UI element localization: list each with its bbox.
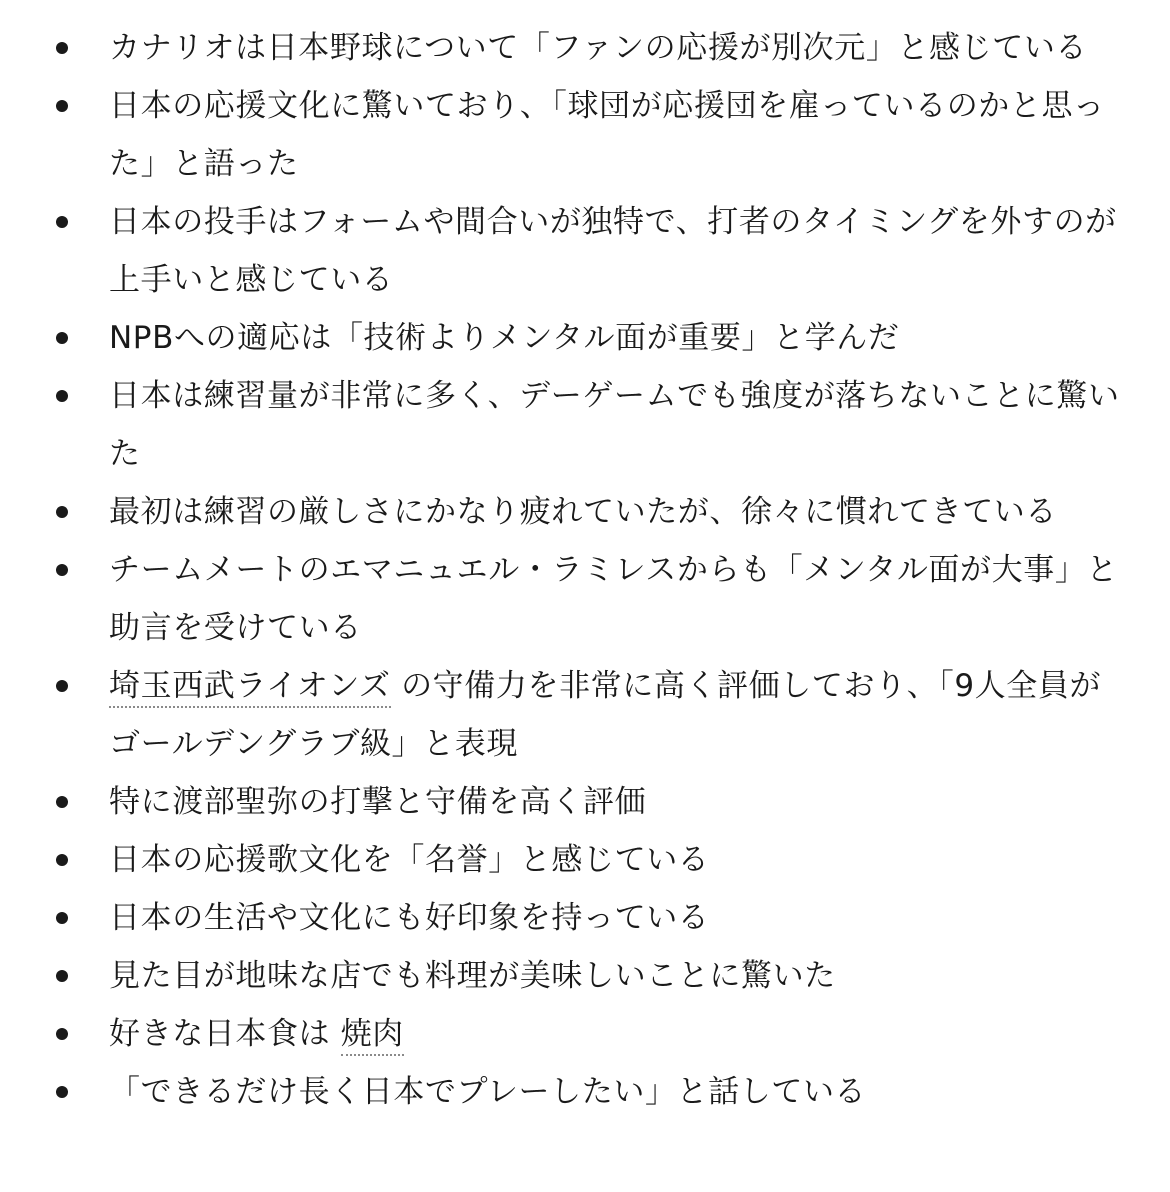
list-item [0, 77, 1130, 193]
list-item [0, 1063, 1130, 1121]
item-text: NPBへの適応は「技術よりメンタル面が重要」と学んだ [109, 320, 900, 356]
bullet-icon [56, 854, 68, 866]
bullet-icon [56, 506, 68, 518]
bullet-icon [56, 796, 68, 808]
item-text: チームメートのエマニュエル・ラミレスからも「メンタル面が大事」と助言を受けている [109, 552, 1119, 646]
item-text: カナリオは日本野球について「ファンの応援が別次元」と感じている [109, 30, 1088, 66]
bullet-icon [56, 1028, 68, 1040]
list-item [0, 483, 1130, 541]
item-text: 見た目が地味な店でも料理が美味しいことに驚いた [109, 958, 836, 994]
bullet-icon [56, 564, 68, 576]
bullet-icon [56, 680, 68, 692]
list-item [0, 1005, 1130, 1063]
item-text: 日本の生活や文化にも好印象を持っている [109, 900, 710, 936]
bullet-icon [56, 1086, 68, 1098]
team-link[interactable]: 埼玉西武ライオンズ [109, 668, 391, 708]
item-text: 日本の応援歌文化を「名誉」と感じている [109, 842, 710, 878]
item-text: の守備力を非常に高く評価しており、「9人全員がゴールデングラブ級」と表現 [109, 668, 1102, 762]
bullet-icon [56, 42, 68, 54]
bullet-icon [56, 332, 68, 344]
bullet-icon [56, 912, 68, 924]
item-text: 最初は練習の厳しさにかなり疲れていたが、徐々に慣れてきている [109, 494, 1057, 530]
list-item [0, 773, 1130, 831]
bullet-icon [56, 390, 68, 402]
list-item [0, 947, 1130, 1005]
list-item [0, 367, 1130, 483]
bullet-icon [56, 970, 68, 982]
bullet-icon [56, 100, 68, 112]
list-item [0, 657, 1130, 773]
list-item [0, 309, 1130, 367]
item-text: 日本の投手はフォームや間合いが独特で、打者のタイミングを外すのが上手いと感じている [109, 204, 1117, 298]
item-text: 日本は練習量が非常に多く、デーゲームでも強度が落ちないことに驚いた [109, 378, 1120, 472]
item-text: 特に渡部聖弥の打撃と守備を高く評価 [109, 784, 647, 820]
bullet-icon [56, 216, 68, 228]
list-item [0, 19, 1130, 77]
list-item [0, 541, 1130, 657]
food-link[interactable]: 焼肉 [341, 1016, 404, 1056]
item-text: 好きな日本食は [109, 1016, 341, 1052]
list-item [0, 831, 1130, 889]
item-text: 「できるだけ長く日本でプレーしたい」と話している [109, 1074, 867, 1110]
list-item [0, 889, 1130, 947]
list-item [0, 193, 1130, 309]
item-text: 日本の応援文化に驚いており、「球団が応援団を雇っているのかと思った」と語った [109, 88, 1105, 182]
